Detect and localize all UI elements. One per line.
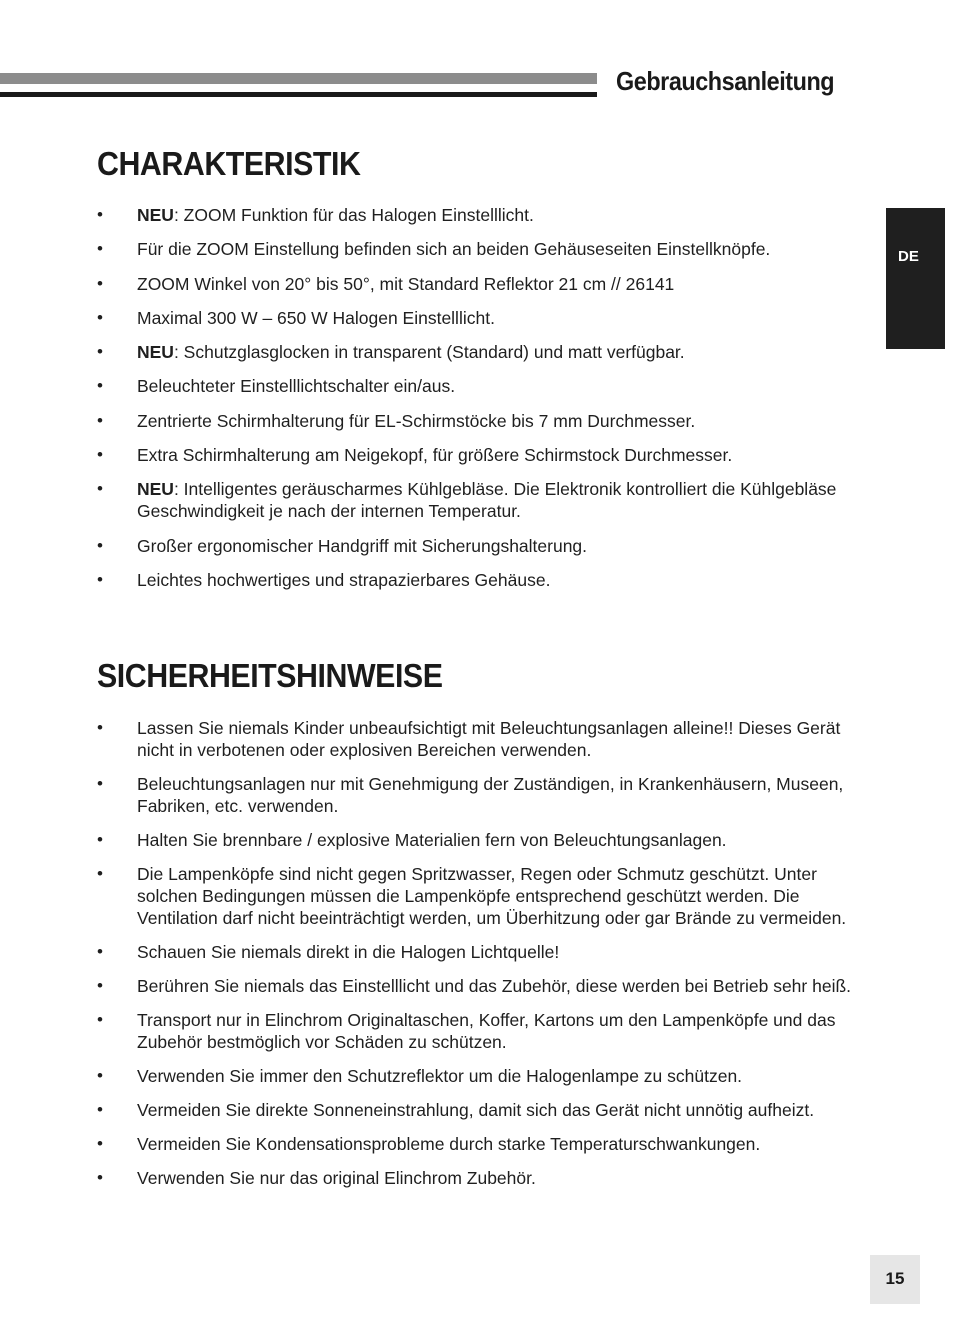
- list-item: [97, 1065, 867, 1087]
- item-text: Berühren Sie niemals das Einstelllicht und das Zubehör, diese werden bei Betrieb sehr heiß.: [137, 976, 852, 996]
- list-item: [97, 773, 867, 817]
- list-item: [97, 204, 867, 226]
- list-item: [97, 1133, 867, 1155]
- header-rule-black: [0, 92, 597, 97]
- bullet: •: [97, 239, 103, 259]
- bullet: •: [97, 1168, 103, 1187]
- bullet: •: [97, 1100, 103, 1119]
- bullet: •: [97, 1066, 103, 1085]
- page-number-box: [870, 1255, 920, 1304]
- list-item: [97, 410, 867, 432]
- bullet: •: [97, 273, 103, 293]
- list-item: [97, 307, 867, 329]
- list-item: [97, 273, 867, 295]
- bullet: •: [97, 205, 103, 224]
- bullet: •: [97, 376, 103, 396]
- features-list: [97, 204, 867, 603]
- new-label: NEU: [137, 342, 174, 363]
- section-title-charakteristik: CHARAKTERISTIK: [97, 145, 361, 182]
- list-item: [97, 1167, 867, 1189]
- section-title-sicherheitshinweise: SICHERHEITSHINWEISE: [97, 657, 443, 694]
- bullet: •: [97, 864, 103, 883]
- list-item: [97, 341, 867, 363]
- item-text: : Schutzglasglocken in transparent (Standard) und matt verfügbar.: [173, 342, 685, 363]
- list-item: [97, 829, 867, 851]
- bullet: •: [97, 1134, 103, 1153]
- header-rule-gray: [0, 73, 597, 84]
- bullet: •: [97, 569, 103, 589]
- item-text: Vermeiden Sie Kondensationsprobleme durch starke Temperaturschwankungen.: [137, 1134, 761, 1154]
- list-item: [97, 1099, 867, 1121]
- item-text: Verwenden Sie immer den Schutzreflektor um die Halogenlampe zu schützen.: [137, 1066, 743, 1086]
- list-item: [97, 569, 867, 591]
- list-item: [97, 1009, 867, 1053]
- bullet: •: [97, 774, 103, 793]
- item-text: Halten Sie brennbare / explosive Materialien fern von Beleuchtungsanlagen.: [137, 830, 727, 850]
- bullet: •: [97, 718, 103, 737]
- bullet: •: [97, 830, 103, 849]
- item-text: Beleuchtungsanlagen nur mit Genehmigung der Zuständigen, in Krankenhäusern, Museen, Fabriken, etc. verwenden.: [137, 774, 844, 816]
- item-text: Die Lampenköpfe sind nicht gegen Spritzwasser, Regen oder Schmutz geschützt. Unter solchen Bedingungen müssen die Lampenköpfe entsprechend geschützt werden. Die Ventilation darf nicht beeinträchtigt werden, um Überhitzung oder gar Brände zu vermeiden.: [137, 864, 847, 928]
- list-item: [97, 863, 867, 929]
- list-item: [97, 478, 867, 522]
- list-item: [97, 238, 867, 260]
- safety-list: [97, 717, 867, 1201]
- page-number: 15: [885, 1269, 905, 1288]
- item-text: : Intelligentes geräuscharmes Kühlgebläse. Die Elektronik kontrolliert die Kühlgebläse Geschwindigkeit je nach der internen Temperatur.: [137, 479, 837, 522]
- bullet: •: [97, 410, 103, 430]
- bullet: •: [97, 535, 103, 555]
- item-text: Vermeiden Sie direkte Sonneneinstrahlung, damit sich das Gerät nicht unnötig aufheizt.: [137, 1100, 815, 1120]
- document-title: Gebrauchsanleitung: [616, 66, 835, 96]
- bullet: •: [97, 1010, 103, 1029]
- list-item: [97, 375, 867, 397]
- bullet: •: [97, 479, 103, 499]
- item-text: ZOOM Winkel von 20° bis 50°, mit Standard Reflektor 21 cm // 26141: [137, 273, 675, 294]
- list-item: [97, 444, 867, 466]
- item-text: Verwenden Sie nur das original Elinchrom Zubehör.: [137, 1168, 536, 1188]
- language-tab: [886, 208, 945, 349]
- bullet: •: [97, 445, 103, 465]
- item-text: Transport nur in Elinchrom Originaltaschen, Koffer, Kartons um den Lampenköpfe und das Zubehör bestmöglich vor Schäden zu schützen.: [137, 1010, 836, 1052]
- item-text: Lassen Sie niemals Kinder unbeaufsichtigt mit Beleuchtungsanlagen alleine!! Dieses Gerät nicht in verbotenen oder explosiven Bereichen verwenden.: [137, 718, 841, 760]
- item-text: Großer ergonomischer Handgriff mit Sicherungshalterung.: [137, 535, 588, 556]
- new-label: NEU: [137, 479, 174, 500]
- language-tab-label: DE: [898, 248, 919, 265]
- item-text: Leichtes hochwertiges und strapazierbares Gehäuse.: [137, 569, 551, 590]
- item-text: : ZOOM Funktion für das Halogen Einstelllicht.: [173, 205, 534, 225]
- item-text: Zentrierte Schirmhalterung für EL-Schirmstöcke bis 7 mm Durchmesser.: [137, 410, 696, 431]
- list-item: [97, 717, 867, 761]
- bullet: •: [97, 307, 103, 327]
- list-item: [97, 941, 867, 963]
- item-text: Schauen Sie niemals direkt in die Halogen Lichtquelle!: [137, 942, 560, 962]
- bullet: •: [97, 942, 103, 961]
- item-text: Beleuchteter Einstelllichtschalter ein/aus.: [137, 376, 456, 397]
- list-item: [97, 975, 867, 997]
- new-label: NEU: [137, 205, 174, 225]
- item-text: Für die ZOOM Einstellung befinden sich an beiden Gehäuseseiten Einstellknöpfe.: [137, 239, 771, 260]
- bullet: •: [97, 342, 103, 362]
- bullet: •: [97, 976, 103, 995]
- item-text: Extra Schirmhalterung am Neigekopf, für größere Schirmstock Durchmesser.: [137, 445, 733, 466]
- item-text: Maximal 300 W – 650 W Halogen Einstelllicht.: [137, 307, 495, 328]
- list-item: [97, 535, 867, 557]
